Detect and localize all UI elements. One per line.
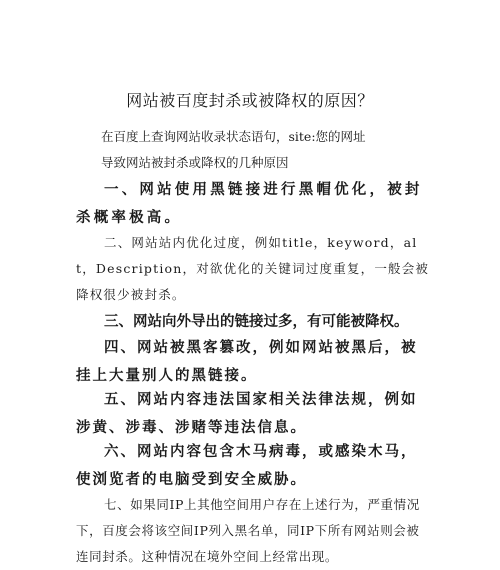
reason-6: 六、网站内容包含木马病毒，或感染木马，使浏览者的电脑受到安全威胁。 [76, 444, 418, 488]
document-title: 网站被百度封杀或被降权的原因？ [126, 91, 374, 110]
reason-2: 二、网站站内优化过度，例如title，keyword，alt，Description，对欲优化的关键词过度重复，一般会被降权很少被封杀。 [76, 235, 430, 302]
reason-3: 三、网站向外导出的链接过多，有可能被降权。 [104, 314, 409, 330]
reason-1: 一、网站使用黑链接进行黑帽优化，被封杀概率极高。 [76, 182, 423, 226]
reason-5: 五、网站内容违法国家相关法律法规，例如涉黄、涉毒、涉赌等违法信息。 [76, 392, 418, 436]
intro-line-1: 在百度上查询网站收录状态语句，site:您的网址 [101, 129, 366, 144]
intro-line-2: 导致网站被封杀或降权的几种原因 [101, 155, 289, 170]
reason-7: 七、如果同IP上其他空间用户存在上述行为，严重情况下，百度会将该空间IP列入黑名单，同IP下所有网站则会被连同封杀。这种情况在境外空间上经常出现。 [76, 497, 420, 564]
reason-4: 四、网站被黑客篡改，例如网站被黑后，被挂上大量别人的黑链接。 [76, 340, 418, 384]
